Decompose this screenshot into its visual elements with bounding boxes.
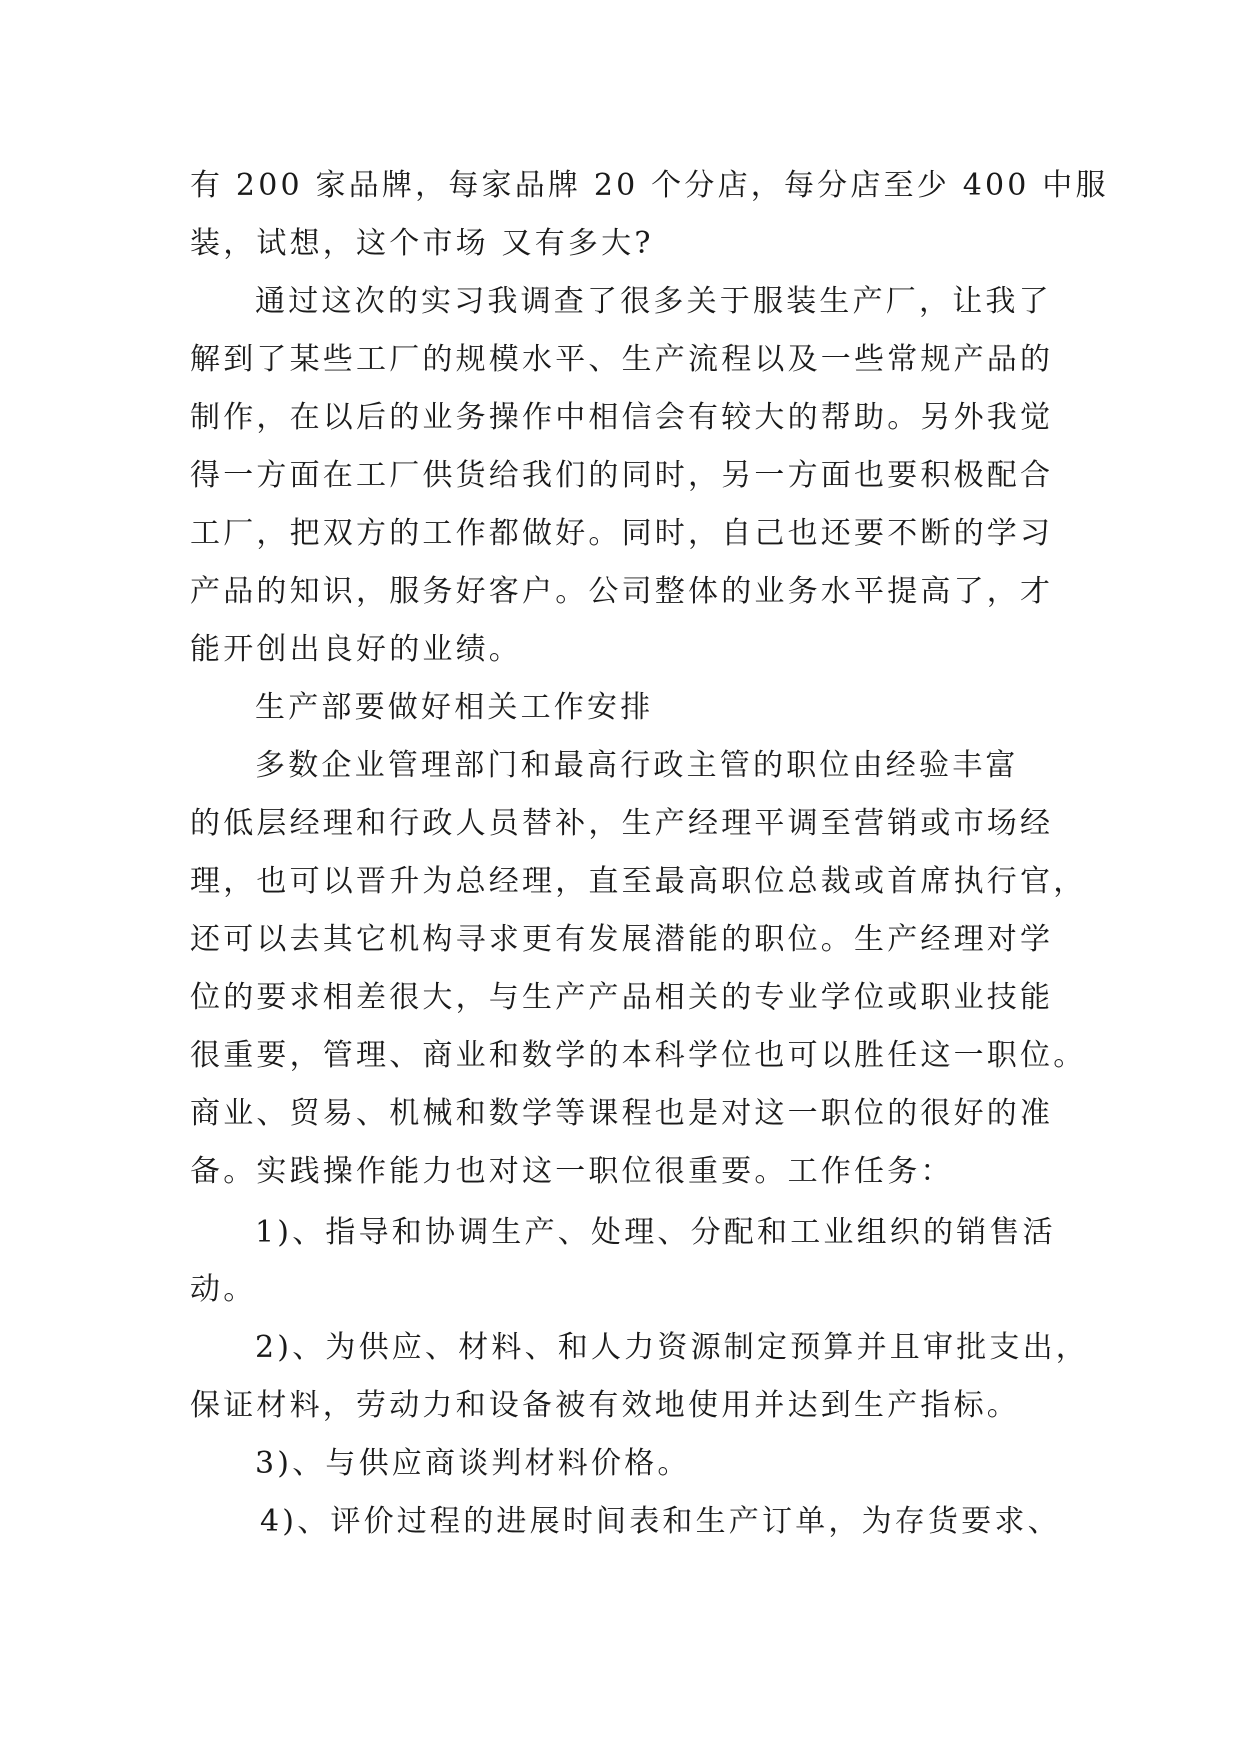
text-line: 动。 [190, 1272, 257, 1307]
text-line: 多数企业管理部门和最高行政主管的职位由经验丰富 [255, 748, 1019, 783]
section-heading: 生产部要做好相关工作安排 [255, 690, 654, 725]
text-line: 制作，在以后的业务操作中相信会有较大的帮助。另外我觉 [190, 400, 1054, 435]
text-line: 很重要，管理、商业和数学的本科学位也可以胜任这一职位。 [190, 1038, 1087, 1073]
text-line: 有 200 家品牌，每家品牌 20 个分店，每分店至少 400 中服 [190, 168, 1109, 203]
list-item: 4)、评价过程的进展时间表和生产订单，为存货要求、 [260, 1504, 1061, 1539]
list-item: 1)、指导和协调生产、处理、分配和工业组织的销售活 [255, 1215, 1056, 1250]
text-line: 理，也可以晋升为总经理，直至最高职位总裁或首席执行官， [190, 864, 1087, 899]
text-line: 得一方面在工厂供货给我们的同时，另一方面也要积极配合 [190, 458, 1054, 493]
text-line: 的低层经理和行政人员替补，生产经理平调至营销或市场经 [190, 806, 1054, 841]
text-line: 还可以去其它机构寻求更有发展潜能的职位。生产经理对学 [190, 922, 1054, 957]
text-line: 解到了某些工厂的规模水平、生产流程以及一些常规产品的 [190, 342, 1054, 377]
text-line: 位的要求相差很大，与生产产品相关的专业学位或职业技能 [190, 980, 1054, 1015]
list-item: 2)、为供应、材料、和人力资源制定预算并且审批支出， [255, 1330, 1089, 1365]
text-line: 工厂，把双方的工作都做好。同时，自己也还要不断的学习 [190, 516, 1054, 551]
text-line: 商业、贸易、机械和数学等课程也是对这一职位的很好的准 [190, 1096, 1054, 1131]
text-line: 通过这次的实习我调查了很多关于服装生产厂，让我了 [255, 284, 1052, 319]
text-line: 产品的知识，服务好客户。公司整体的业务水平提高了，才 [190, 574, 1054, 609]
text-line: 备。实践操作能力也对这一职位很重要。工作任务： [190, 1154, 954, 1189]
text-line: 保证材料，劳动力和设备被有效地使用并达到生产指标。 [190, 1388, 1020, 1423]
text-line: 装，试想，这个市场 又有多大? [190, 226, 654, 261]
text-line: 能开创出良好的业绩。 [190, 632, 522, 667]
list-item: 3)、与供应商谈判材料价格。 [255, 1446, 691, 1481]
